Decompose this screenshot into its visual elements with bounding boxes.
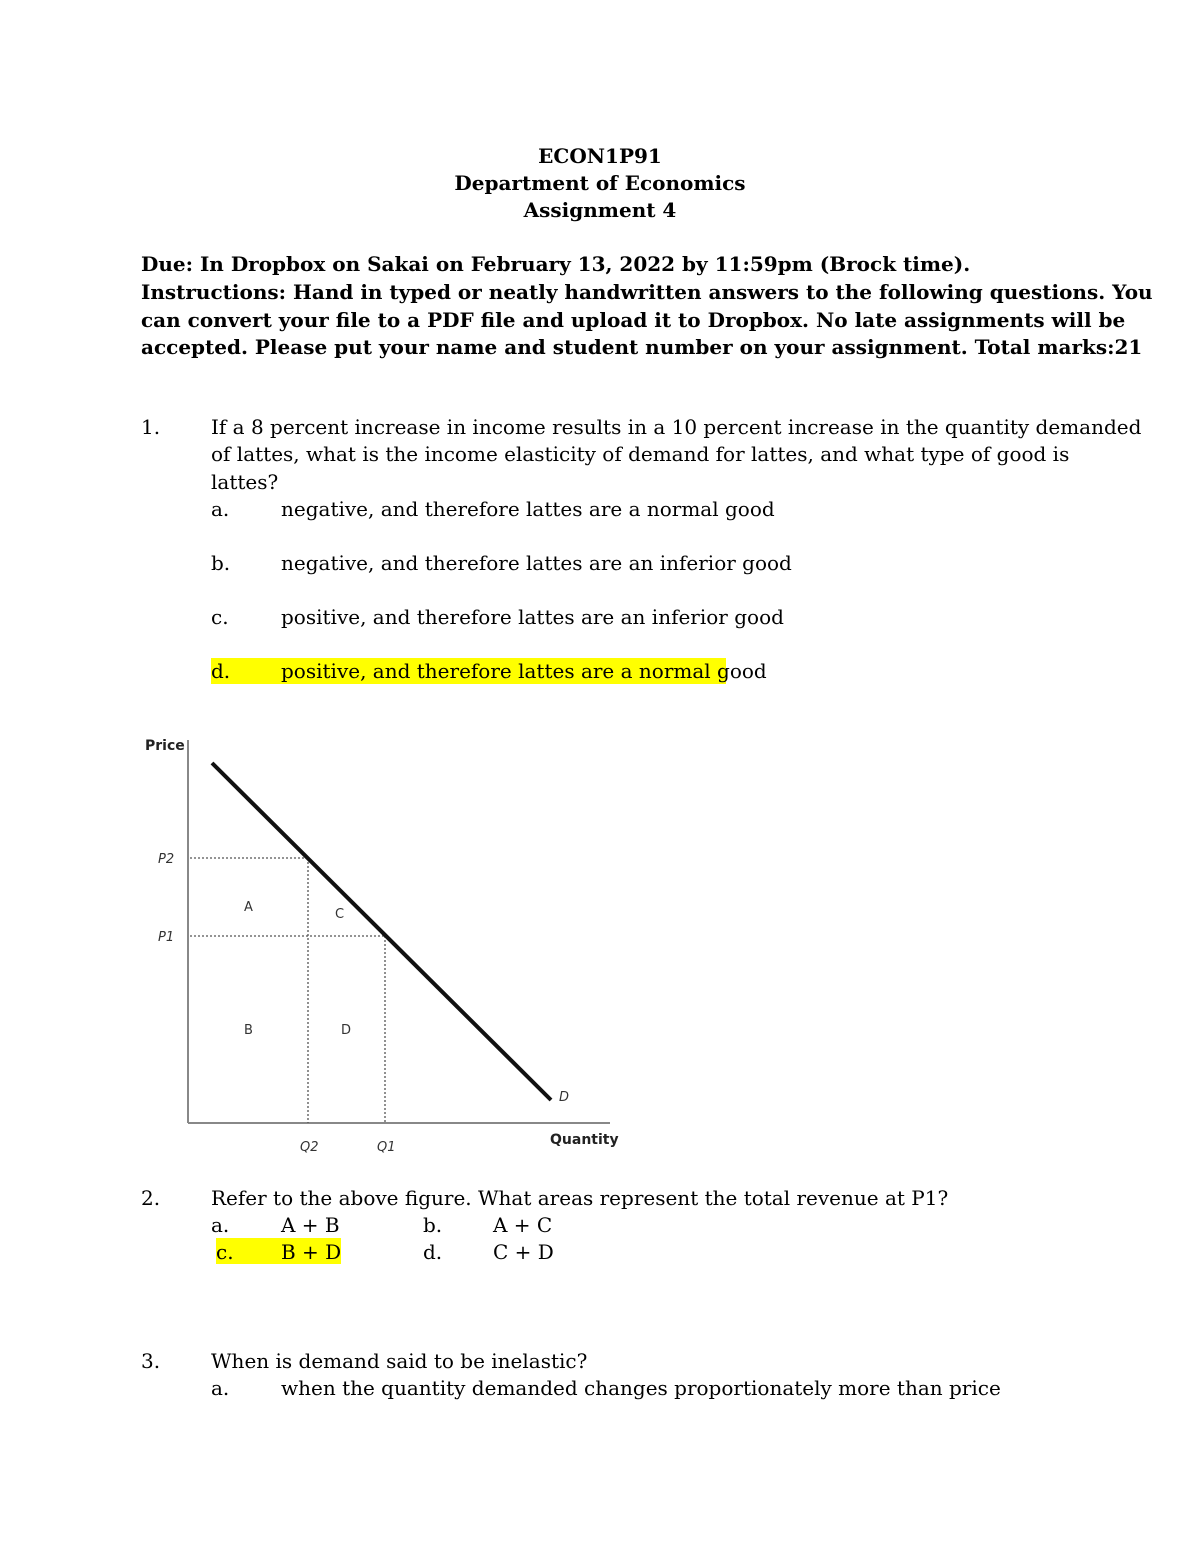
area-d-label: D	[341, 1023, 352, 1038]
option-letter: d.	[211, 659, 231, 683]
q2-label: Q2	[300, 1140, 319, 1155]
instructions-line-1: Instructions: Hand in typed or neatly handwritten answers to the following questions. You	[141, 280, 1153, 304]
option-text: positive, and therefore lattes are a normal good	[281, 659, 767, 683]
demand-figure	[140, 730, 620, 1160]
y-axis-label: Price	[145, 738, 185, 754]
option-text: negative, and therefore lattes are an inferior good	[281, 551, 792, 575]
course-code: ECON1P91	[538, 144, 662, 168]
option-letter: b.	[423, 1213, 443, 1237]
instructions-line-2: can convert your file to a PDF file and upload it to Dropbox. No late assignments will be	[141, 308, 1126, 332]
p1-label: P1	[158, 930, 175, 945]
option-letter: a.	[211, 1376, 230, 1400]
option-letter: a.	[211, 497, 230, 521]
question-number: 3.	[141, 1349, 161, 1373]
curve-label: D	[559, 1090, 570, 1105]
option-letter: c.	[216, 1240, 234, 1264]
question-text-line: lattes?	[211, 470, 279, 494]
department-title: Department of Economics	[454, 171, 746, 195]
option-text: B + D	[281, 1240, 342, 1264]
option-text: when the quantity demanded changes proportionately more than price	[281, 1376, 1001, 1400]
area-c-label: C	[335, 907, 345, 922]
instructions-line-3: accepted. Please put your name and student number on your assignment. Total marks:21	[141, 335, 1143, 359]
option-text: negative, and therefore lattes are a normal good	[281, 497, 775, 521]
option-letter: d.	[423, 1240, 443, 1264]
area-a-label: A	[244, 900, 253, 915]
option-text: C + D	[493, 1240, 554, 1264]
due-line: Due: In Dropbox on Sakai on February 13, 2022 by 11:59pm (Brock time).	[141, 252, 971, 276]
question-text: Refer to the above figure. What areas represent the total revenue at P1?	[211, 1186, 949, 1210]
question-number: 1.	[141, 415, 161, 439]
option-letter: a.	[211, 1213, 230, 1237]
area-b-label: B	[244, 1023, 253, 1038]
option-letter: c.	[211, 605, 229, 629]
option-text: A + B	[281, 1213, 340, 1237]
p2-label: P2	[158, 852, 175, 867]
q1-label: Q1	[377, 1140, 396, 1155]
option-text: A + C	[493, 1213, 553, 1237]
question-text-line: of lattes, what is the income elasticity of demand for lattes, and what type of good is	[211, 442, 1070, 466]
demand-curve	[212, 763, 551, 1100]
question-number: 2.	[141, 1186, 161, 1210]
assignment-title: Assignment 4	[523, 198, 677, 222]
question-text-line: If a 8 percent increase in income results in a 10 percent increase in the quantity demanded	[211, 415, 1142, 439]
option-letter: b.	[211, 551, 231, 575]
question-text: When is demand said to be inelastic?	[211, 1349, 588, 1373]
option-text: positive, and therefore lattes are an inferior good	[281, 605, 784, 629]
x-axis-label: Quantity	[550, 1132, 619, 1148]
